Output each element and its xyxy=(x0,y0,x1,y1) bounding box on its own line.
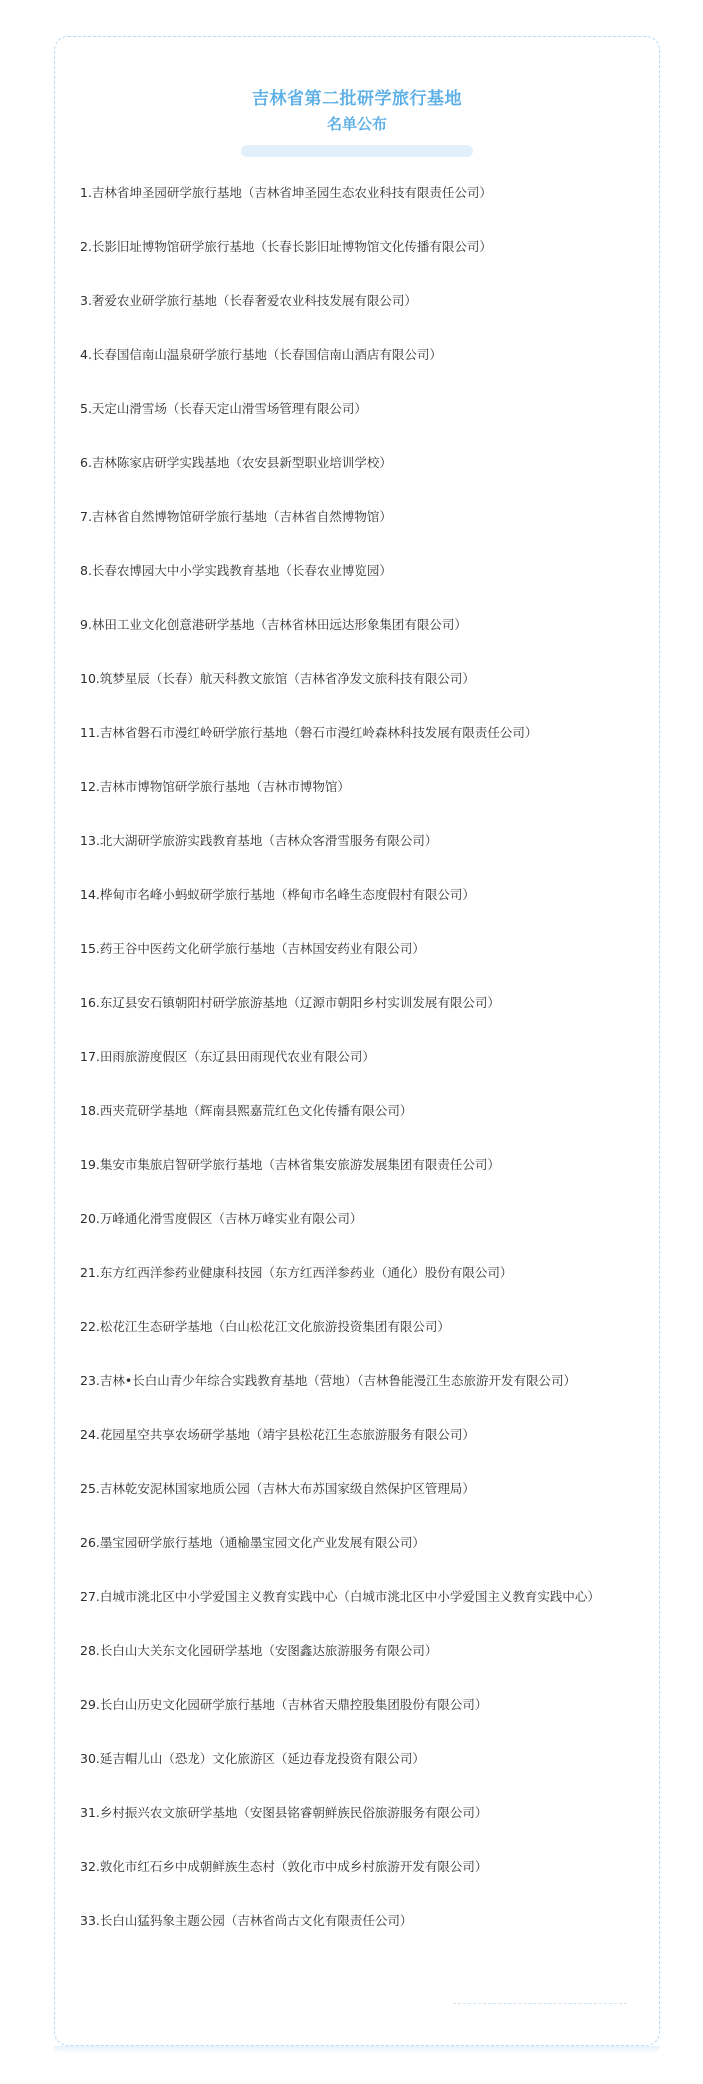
list-item: 8.长春农博园大中小学实践教育基地（长春农业博览园） xyxy=(80,563,392,578)
list-item: 26.墨宝园研学旅行基地（通榆墨宝园文化产业发展有限公司） xyxy=(80,1535,425,1550)
header xyxy=(55,87,659,157)
list-item: 27.白城市洮北区中小学爱国主义教育实践中心（白城市洮北区中小学爱国主义教育实践中心） xyxy=(80,1589,600,1604)
list-item: 21.东方红西洋参药业健康科技园（东方红西洋参药业（通化）股份有限公司） xyxy=(80,1265,513,1280)
list-item: 28.长白山大关东文化园研学基地（安图鑫达旅游服务有限公司） xyxy=(80,1643,438,1658)
page-title: 吉林省第二批研学旅行基地 xyxy=(252,89,462,109)
title-decoration-bar xyxy=(241,145,473,157)
list-item: 25.吉林乾安泥林国家地质公园（吉林大布苏国家级自然保护区管理局） xyxy=(80,1481,475,1496)
list-item: 16.东辽县安石镇朝阳村研学旅游基地（辽源市朝阳乡村实训发展有限公司） xyxy=(80,995,500,1010)
list-item: 1.吉林省坤圣园研学旅行基地（吉林省坤圣园生态农业科技有限责任公司） xyxy=(80,185,492,200)
bottom-divider xyxy=(453,2003,627,2004)
list-item: 31.乡村振兴农文旅研学基地（安图县铭睿朝鲜族民俗旅游服务有限公司） xyxy=(80,1805,488,1820)
list-item: 5.天定山滑雪场（长春天定山滑雪场管理有限公司） xyxy=(80,401,367,416)
list-item: 2.长影旧址博物馆研学旅行基地（长春长影旧址博物馆文化传播有限公司） xyxy=(80,239,492,254)
list-item: 6.吉林陈家店研学实践基地（农安县新型职业培训学校） xyxy=(80,455,392,470)
base-list xyxy=(80,179,640,1961)
list-item: 30.延吉帽儿山（恐龙）文化旅游区（延边春龙投资有限公司） xyxy=(80,1751,425,1766)
list-item: 9.林田工业文化创意港研学基地（吉林省林田远达形象集团有限公司） xyxy=(80,617,467,632)
list-item: 24.花园星空共享农场研学基地（靖宇县松花江生态旅游服务有限公司） xyxy=(80,1427,475,1442)
page-subtitle: 名单公布 xyxy=(326,115,387,133)
list-item: 29.长白山历史文化园研学旅行基地（吉林省天鼎控股集团股份有限公司） xyxy=(80,1697,488,1712)
list-item: 12.吉林市博物馆研学旅行基地（吉林市博物馆） xyxy=(80,779,350,794)
list-item: 20.万峰通化滑雪度假区（吉林万峰实业有限公司） xyxy=(80,1211,363,1226)
list-item: 15.药王谷中医药文化研学旅行基地（吉林国安药业有限公司） xyxy=(80,941,425,956)
list-item: 3.奢爱农业研学旅行基地（长春奢爱农业科技发展有限公司） xyxy=(80,293,417,308)
list-item: 11.吉林省磐石市漫红岭研学旅行基地（磐石市漫红岭森林科技发展有限责任公司） xyxy=(80,725,538,740)
list-item: 33.长白山猛犸象主题公园（吉林省尚古文化有限责任公司） xyxy=(80,1913,413,1928)
list-item: 17.田雨旅游度假区（东辽县田雨现代农业有限公司） xyxy=(80,1049,375,1064)
list-item: 4.长春国信南山温泉研学旅行基地（长春国信南山酒店有限公司） xyxy=(80,347,442,362)
card-shadow xyxy=(54,2046,660,2054)
list-item: 18.西夹荒研学基地（辉南县熙嘉荒红色文化传播有限公司） xyxy=(80,1103,413,1118)
list-item: 32.敦化市红石乡中成朝鲜族生态村（敦化市中成乡村旅游开发有限公司） xyxy=(80,1859,488,1874)
list-item: 19.集安市集旅启智研学旅行基地（吉林省集安旅游发展集团有限责任公司） xyxy=(80,1157,500,1172)
list-item: 23.吉林•长白山青少年综合实践教育基地（营地）（吉林鲁能漫江生态旅游开发有限公司） xyxy=(80,1373,577,1388)
list-item: 22.松花江生态研学基地（白山松花江文化旅游投资集团有限公司） xyxy=(80,1319,450,1334)
list-item: 7.吉林省自然博物馆研学旅行基地（吉林省自然博物馆） xyxy=(80,509,392,524)
list-card xyxy=(54,36,660,2046)
list-item: 13.北大湖研学旅游实践教育基地（吉林众客滑雪服务有限公司） xyxy=(80,833,438,848)
list-item: 14.桦甸市名峰小蚂蚁研学旅行基地（桦甸市名峰生态度假村有限公司） xyxy=(80,887,475,902)
list-item: 10.筑梦星辰（长春）航天科教文旅馆（吉林省净发文旅科技有限公司） xyxy=(80,671,475,686)
